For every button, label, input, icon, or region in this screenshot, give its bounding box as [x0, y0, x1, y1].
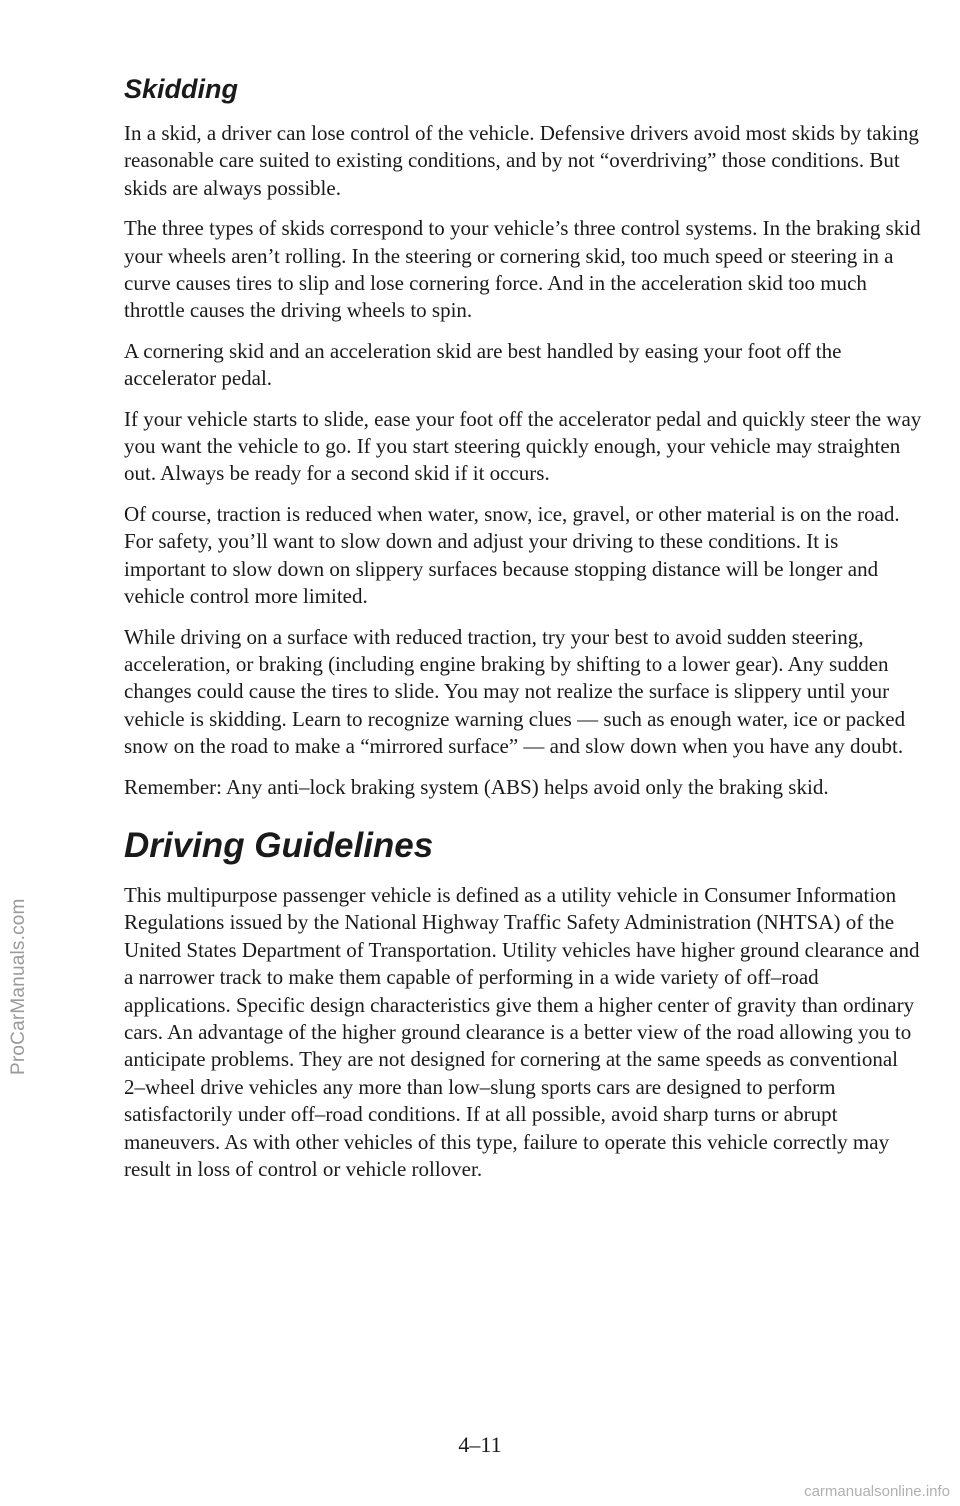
skidding-paragraph: Of course, traction is reduced when water, snow, ice, gravel, or other material is on the road. For safety, you’ll want to slow down and adjust your driving to these conditions. It is important to slow down on slippery surfaces because stopping distance will be longer and vehicle control more limited.	[124, 501, 900, 609]
skidding-paragraph: In a skid, a driver can lose control of the vehicle. Defensive drivers avoid most skids by taking reasonable care suited to existing conditions, and by not “overdriving” those conditions. But skids are always possible.	[124, 121, 919, 200]
skidding-paragraph: A cornering skid and an acceleration skid are best handled by easing your foot off the accelerator pedal.	[124, 338, 842, 391]
skidding-paragraph: While driving on a surface with reduced traction, try your best to avoid sudden steering, acceleration, or braking (including engine braking by shifting to a lower gear). Any sudden changes could cause the tires to slide. You may not realize the surface is slippery until your vehicle is skidding. Learn to recognize warning clues — such as enough water, ice or packed snow on the road to make a “mirrored surface” — and slow down when you have any doubt.	[124, 624, 906, 759]
skidding-paragraph: Remember: Any anti–lock braking system (ABS) helps avoid only the braking skid.	[124, 774, 829, 799]
bottom-watermark: carmanualsonline.info	[804, 1483, 950, 1500]
page-number: 4–11	[458, 1432, 502, 1457]
skidding-heading: Skidding	[124, 74, 238, 104]
page-content	[124, 74, 924, 1196]
side-watermark: ProCarManuals.com	[8, 898, 29, 1075]
driving-guidelines-heading: Driving Guidelines	[124, 825, 434, 865]
skidding-paragraph: If your vehicle starts to slide, ease your foot off the accelerator pedal and quickly steer the way you want the vehicle to go. If you start steering quickly enough, your vehicle may straighten out. Always be ready for a second skid if it occurs.	[124, 406, 922, 486]
skidding-paragraph: The three types of skids correspond to your vehicle’s three control systems. In the braking skid your wheels aren’t rolling. In the steering or cornering skid, too much speed or steering in a curve causes tires to slip and lose cornering force. And in the acceleration skid too much throttle causes the driving wheels to spin.	[124, 216, 921, 323]
guidelines-paragraph: This multipurpose passenger vehicle is defined as a utility vehicle in Consumer Information Regulations issued by the National Highway Traffic Safety Administration (NHTSA) of the United States Department of Transportation. Utility vehicles have higher ground clearance and a narrower track to make them capable of performing in a wide variety of off–road applications. Specific design characteristics give them a higher center of gravity than ordinary cars. An advantage of the higher ground clearance is a better view of the road allowing you to anticipate problems. They are not designed for cornering at the same speeds as conventional 2–wheel drive vehicles any more than low–slung sports cars are designed to perform satisfactorily under off–road conditions. If at all possible, avoid sharp turns or abrupt maneuvers. As with other vehicles of this type, failure to operate this vehicle correctly may result in loss of control or vehicle rollover.	[124, 882, 920, 1181]
